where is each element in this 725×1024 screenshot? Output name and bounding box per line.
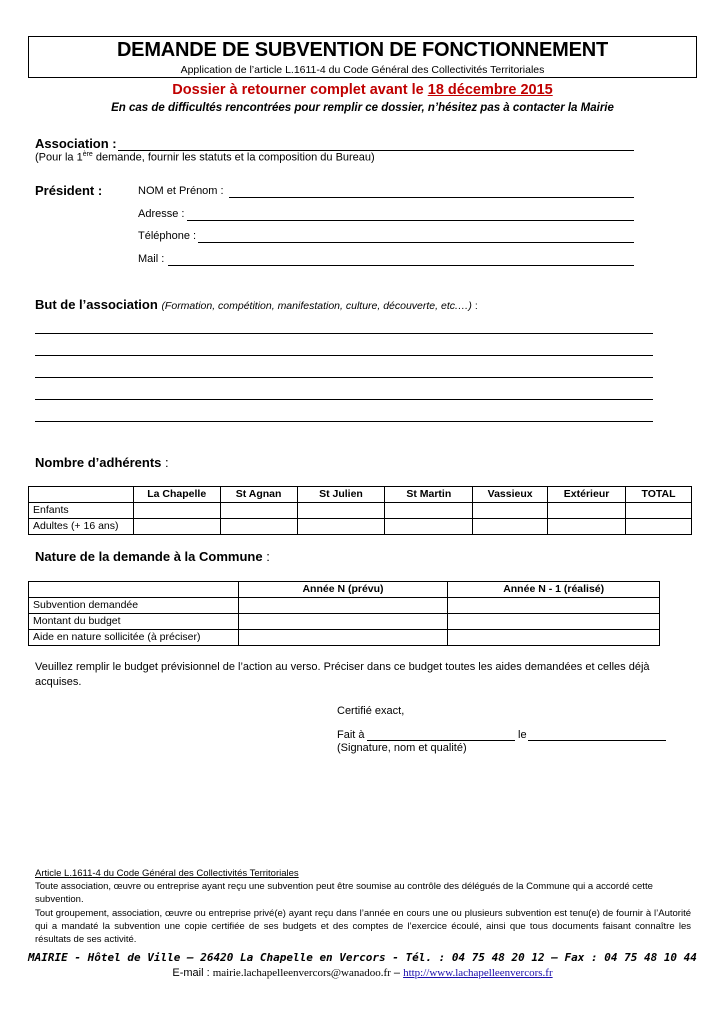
table-cell[interactable] xyxy=(220,503,297,519)
le-label: le xyxy=(518,729,527,741)
table-header: TOTAL xyxy=(626,487,692,503)
but-input-line[interactable] xyxy=(35,377,653,378)
fait-input-line[interactable] xyxy=(367,740,515,741)
table-cell[interactable] xyxy=(548,503,626,519)
president-mail-input-line[interactable] xyxy=(168,265,634,266)
budget-note: Veuillez remplir le budget prévisionnel de l’action au verso. Préciser dans ce budget toutes les aides demandées et celles déjà acquises. xyxy=(35,661,650,688)
table-header: Vassieux xyxy=(473,487,548,503)
date-input-line[interactable] xyxy=(528,740,666,741)
email-address[interactable]: mairie.lachapelleenvercors@wanadoo.fr xyxy=(212,967,391,979)
table-header xyxy=(29,487,134,503)
president-name-input-line[interactable] xyxy=(229,197,634,198)
nature-header-row xyxy=(29,582,660,598)
deadline-prefix: Dossier à retourner complet avant le xyxy=(172,82,428,98)
but-label: But de l’association xyxy=(35,297,158,312)
association-label: Association : xyxy=(35,136,117,151)
table-cell[interactable] xyxy=(238,598,448,614)
row-label: Montant du budget xyxy=(29,614,239,630)
table-cell[interactable] xyxy=(297,519,385,535)
table-header: Année N (prévu) xyxy=(238,582,448,598)
page-title: DEMANDE DE SUBVENTION DE FONCTIONNEMENT xyxy=(116,39,609,61)
adherents-heading: Nombre d’adhérents : xyxy=(35,455,169,470)
table-cell[interactable] xyxy=(238,614,448,630)
president-label: Président : xyxy=(35,183,103,198)
table-cell[interactable] xyxy=(238,630,448,646)
title-box xyxy=(28,36,697,78)
table-cell[interactable] xyxy=(626,519,692,535)
deadline-notice xyxy=(0,82,725,98)
article-paragraph-1: Toute association, œuvre ou entreprise ayant reçu une subvention peut être soumise au contrôle des délégués de la Commune qui a accordé cette subvention. xyxy=(35,881,653,905)
table-header: St Martin xyxy=(385,487,473,503)
row-label: Enfants xyxy=(29,503,134,519)
table-cell[interactable] xyxy=(133,519,220,535)
table-cell[interactable] xyxy=(626,503,692,519)
deadline-date: 18 décembre 2015 xyxy=(427,82,553,98)
but-hint: (Formation, compétition, manifestation, culture, découverte, etc.…) xyxy=(161,300,472,312)
but-input-line[interactable] xyxy=(35,355,653,356)
website-link[interactable]: http://www.lachapelleenvercors.fr xyxy=(403,967,553,979)
table-cell[interactable] xyxy=(448,598,660,614)
but-input-line[interactable] xyxy=(35,399,653,400)
table-cell[interactable] xyxy=(448,630,660,646)
page-subtitle: Application de l’article L.1611-4 du Code Général des Collectivités Territoriales xyxy=(180,64,545,76)
article-paragraph-2: Tout groupement, association, œuvre ou entreprise privé(e) ayant reçu dans l’année en cours une ou plusieurs subvention est tenu(e) de fournir à l’Autorité qui a mandaté la subvention une copie certifiée de ses budgets et des comptes de l’exercice écoulé, ainsi que tous documents faisant connaître les résultats de ses activité. xyxy=(35,908,691,945)
table-header: St Julien xyxy=(297,487,385,503)
table-cell[interactable] xyxy=(297,503,385,519)
table-header xyxy=(29,582,239,598)
president-phone-input-line[interactable] xyxy=(198,242,634,243)
but-input-line[interactable] xyxy=(35,421,653,422)
president-address-input-line[interactable] xyxy=(187,220,634,221)
president-mail-label: Mail : xyxy=(138,253,165,265)
row-label: Subvention demandée xyxy=(29,598,239,614)
table-row xyxy=(29,630,660,646)
president-name-label: NOM et Prénom : xyxy=(138,185,224,197)
certified-text: Certifié exact, xyxy=(337,705,405,717)
table-header: La Chapelle xyxy=(133,487,220,503)
table-cell[interactable] xyxy=(385,519,473,535)
table-cell[interactable] xyxy=(548,519,626,535)
table-row xyxy=(29,598,660,614)
but-input-line[interactable] xyxy=(35,333,653,334)
email-line: E-mail : mairie.lachapelleenvercors@wanadoo.fr – http://www.lachapelleenvercors.fr xyxy=(172,967,553,979)
row-label: Adultes (+ 16 ans) xyxy=(29,519,134,535)
table-header: Extérieur xyxy=(548,487,626,503)
association-note: (Pour la 1ère demande, fournir les statuts et la composition du Bureau) xyxy=(35,151,375,164)
president-phone-label: Téléphone : xyxy=(138,230,197,242)
email-label: E-mail : xyxy=(172,967,210,979)
table-row xyxy=(29,503,692,519)
mairie-contact-line: MAIRIE - Hôtel de Ville – 26420 La Chapelle en Vercors - Tél. : 04 75 48 20 12 – Fax : 04 75 48 10 44 xyxy=(28,951,697,964)
table-row xyxy=(29,614,660,630)
table-cell[interactable] xyxy=(473,519,548,535)
adherents-table xyxy=(28,486,692,535)
but-heading: But de l’association (Formation, compétition, manifestation, culture, découverte, etc.…) : xyxy=(35,297,478,312)
table-cell[interactable] xyxy=(473,503,548,519)
table-row xyxy=(29,519,692,535)
table-cell[interactable] xyxy=(220,519,297,535)
table-header: Année N - 1 (réalisé) xyxy=(448,582,660,598)
adherents-header-row xyxy=(29,487,692,503)
nature-table xyxy=(28,581,660,646)
nature-heading: Nature de la demande à la Commune : xyxy=(35,549,270,564)
fait-label: Fait à xyxy=(337,729,365,741)
article-title: Article L.1611-4 du Code Général des Collectivités Territoriales xyxy=(35,868,299,879)
table-cell[interactable] xyxy=(448,614,660,630)
row-label: Aide en nature sollicitée (à préciser) xyxy=(29,630,239,646)
president-address-label: Adresse : xyxy=(138,208,185,220)
help-text: En cas de difficultés rencontrées pour remplir ce dossier, n’hésitez pas à contacter la Mairie xyxy=(111,102,614,114)
table-cell[interactable] xyxy=(385,503,473,519)
table-cell[interactable] xyxy=(133,503,220,519)
table-header: St Agnan xyxy=(220,487,297,503)
signature-note: (Signature, nom et qualité) xyxy=(337,742,467,754)
